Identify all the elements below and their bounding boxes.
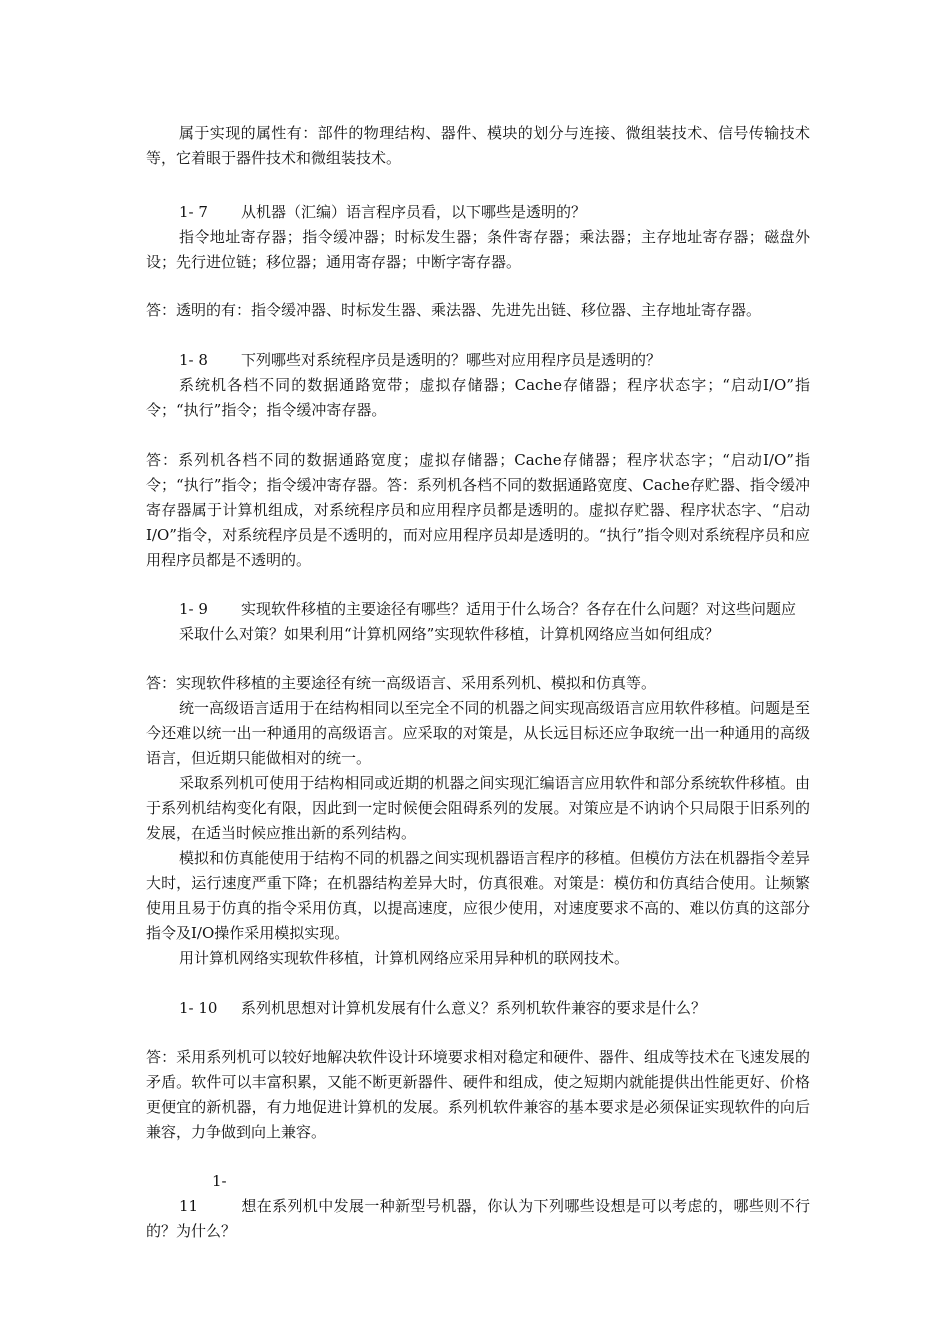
- question-number: 1- 10: [179, 999, 218, 1017]
- question-text: 系列机思想对计算机发展有什么意义？系列机软件兼容的要求是什么？: [241, 999, 707, 1017]
- question-text: 想在系列机中发展一种新型号机器，你认为下列哪些设想是可以考虑的，哪些则不行的？为什么？: [146, 1197, 810, 1240]
- answer-1-7: 答：透明的有：指令缓冲器、时标发生器、乘法器、先进先出链、移位器、主存地址寄存器。: [146, 301, 762, 319]
- question-number: 1- 9: [179, 600, 208, 618]
- question-1-8: [179, 348, 810, 373]
- question-1-7: [179, 200, 810, 225]
- question-1-11: [146, 1169, 810, 1244]
- answer-1-9-paragraph-1: 统一高级语言适用于在结构相同以至完全不同的机器之间实现高级语言应用软件移植。问题是至今还难以统一出一种通用的高级语言。应采取的对策是，从长远目标还应争取统一出一种通用的高级语言，但近期只能做相对的统一。: [146, 699, 810, 767]
- answer-1-9-paragraph-4: 用计算机网络实现软件移植，计算机网络应采用异种机的联网技术。: [179, 949, 630, 967]
- question-number: 1- 7: [179, 203, 208, 221]
- question-1-9: [179, 597, 810, 647]
- answer-1-10: 答：采用系列机可以较好地解决软件设计环境要求相对稳定和硬件、器件、组成等技术在飞速发展的矛盾。软件可以丰富积累，又能不断更新器件、硬件和组成，使之短期内就能提供出性能更好、价格更便宜的新机器，有力地促进计算机的发展。系列机软件兼容的基本要求是必须保证实现软件的向后兼容，力争做到向上兼容。: [146, 1048, 810, 1141]
- answer-1-9-paragraph-3: 模拟和仿真能使用于结构不同的机器之间实现机器语言程序的移植。但模仿方法在机器指令差异大时，运行速度严重下降；在机器结构差异大时，仿真很难。对策是：模仿和仿真结合使用。让频繁使用且易于仿真的指令采用仿真，以提高速度，应很少使用，对速度要求不高的、难以仿真的这部分指令及I/O操作采用模拟实现。: [146, 849, 810, 942]
- question-1-10: [179, 996, 810, 1021]
- answer-1-9: 答：实现软件移植的主要途径有统一高级语言、采用系列机、模拟和仿真等。: [146, 674, 657, 692]
- question-1-7-items: 指令地址寄存器；指令缓冲器；时标发生器；条件寄存器；乘法器；主存地址寄存器；磁盘外设；先行进位链；移位器；通用寄存器；中断字寄存器。: [146, 228, 810, 271]
- question-text: 下列哪些对系统程序员是透明的？哪些对应用程序员是透明的？: [241, 351, 662, 369]
- answer-1-8: 答：系列机各档不同的数据通路宽度；虚拟存储器；Cache存储器；程序状态字；“启动I/O”指令；“执行”指令；指令缓冲寄存器。答：系列机各档不同的数据通路宽度、Cache存贮器、指令缓冲寄存器属于计算机组成，对系统程序员和应用程序员都是透明的。虚拟存贮器、程序状态字、“启动I/O”指令，对系统程序员是不透明的，而对应用程序员却是透明的。“执行”指令则对系统程序员和应用程序员都是不透明的。: [146, 451, 810, 569]
- question-text: 实现软件移植的主要途径有哪些？适用于什么场合？各存在什么问题？对这些问题应采取什么对策？如果利用“计算机网络”实现软件移植，计算机网络应当如何组成？: [179, 600, 797, 643]
- question-1-8-items: 系统机各档不同的数据通路宽带；虚拟存储器；Cache存储器；程序状态字；“启动I/O”指令；“执行”指令；指令缓冲寄存器。: [146, 376, 810, 419]
- paragraph-implementation-attributes: 属于实现的属性有：部件的物理结构、器件、模块的划分与连接、微组装技术、信号传输技术等，它着眼于器件技术和微组装技术。: [146, 124, 810, 167]
- question-number: 1- 11: [179, 1172, 227, 1215]
- question-number: 1- 8: [179, 351, 208, 369]
- answer-1-9-paragraph-2: 采取系列机可使用于结构相同或近期的机器之间实现汇编语言应用软件和部分系统软件移植。由于系列机结构变化有限，因此到一定时候便会阻碍系列的发展。对策应是不讷讷个只局限于旧系列的发展，在适当时候应推出新的系列结构。: [146, 774, 810, 842]
- question-text: 从机器（汇编）语言程序员看，以下哪些是透明的？: [241, 203, 587, 221]
